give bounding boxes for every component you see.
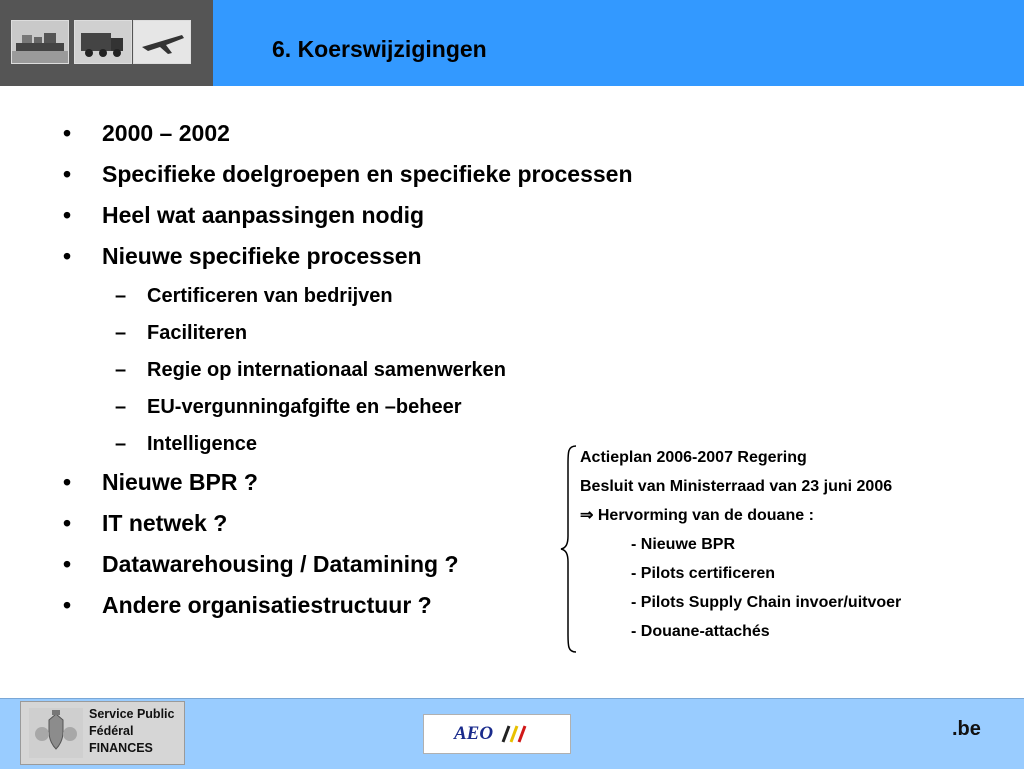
dash-marker: – xyxy=(115,359,127,381)
action-item-text: Douane-attachés xyxy=(640,623,770,640)
bullet-text: Heel wat aanpassingen nodig xyxy=(102,202,425,228)
dash-marker: – xyxy=(115,285,127,307)
bullet-text: Specifieke doelgroepen en specifieke processen xyxy=(102,161,633,187)
action-plan-box xyxy=(580,446,1000,649)
action-line: Actieplan 2006-2007 Regering xyxy=(580,449,807,466)
list-item xyxy=(63,467,623,508)
sub-bullet-text: Certificeren van bedrijven xyxy=(147,285,393,307)
aeo-label xyxy=(454,723,514,745)
sub-bullet-text: Faciliteren xyxy=(147,322,248,344)
airplane-icon xyxy=(133,20,191,64)
ship-icon xyxy=(11,20,69,64)
list-item xyxy=(63,549,623,590)
dash-marker: – xyxy=(115,433,127,455)
bullet-list xyxy=(63,118,633,631)
dash-marker: - xyxy=(631,623,641,640)
slide-title: 6. Koerswijzigingen xyxy=(272,36,487,62)
bullet-marker: • xyxy=(63,202,72,228)
curly-brace-icon xyxy=(559,444,579,654)
dash-marker: - xyxy=(631,536,641,553)
service-public-text xyxy=(89,706,174,757)
sub-list-item xyxy=(63,393,623,430)
bullet-marker: • xyxy=(63,592,72,618)
sub-bullet-text: Regie op internationaal samenwerken xyxy=(147,359,506,381)
dash-marker: – xyxy=(115,322,127,344)
aeo-word: AEO xyxy=(454,723,494,744)
dash-marker: - xyxy=(631,594,641,611)
dash-marker: - xyxy=(631,565,641,582)
bullet-text: Nieuwe BPR ? xyxy=(102,469,258,495)
action-item xyxy=(580,562,1000,591)
action-item-text: Pilots Supply Chain invoer/uitvoer xyxy=(640,594,902,611)
sub-list-item xyxy=(63,282,623,319)
bullet-marker: • xyxy=(63,243,72,269)
list-item xyxy=(63,159,633,200)
action-item xyxy=(580,620,1000,649)
list-item xyxy=(63,241,623,282)
be-logo: .be xyxy=(952,718,981,740)
bullet-text: Datawarehousing / Datamining ? xyxy=(102,551,459,577)
action-line xyxy=(580,504,1000,533)
truck-icon xyxy=(74,20,132,64)
list-item xyxy=(63,590,623,631)
bullet-marker: • xyxy=(63,510,72,536)
service-public-line: FINANCES xyxy=(89,741,153,755)
bullet-text: Andere organisatiestructuur ? xyxy=(102,592,432,618)
action-item-text: Pilots certificeren xyxy=(640,565,776,582)
sub-bullet-text: Intelligence xyxy=(147,433,258,455)
sub-list-item xyxy=(63,319,623,356)
header-photo-strip xyxy=(0,0,213,86)
aeo-logo xyxy=(423,714,571,754)
sub-list-item xyxy=(63,430,623,467)
bullet-text: IT netwek ? xyxy=(102,510,228,536)
aeo-slashes-icon xyxy=(498,723,514,744)
action-item xyxy=(580,591,1000,620)
bullet-marker: • xyxy=(63,551,72,577)
service-public-line: Service Public xyxy=(89,707,175,721)
action-line-text: Hervorming van de douane : xyxy=(597,507,814,524)
coat-of-arms-icon xyxy=(29,708,83,758)
action-item xyxy=(580,533,1000,562)
action-item-text: Nieuwe BPR xyxy=(640,536,736,553)
bullet-text: 2000 – 2002 xyxy=(102,120,230,146)
bullet-marker: • xyxy=(63,161,72,187)
list-item xyxy=(63,508,623,549)
bullet-text: Nieuwe specifieke processen xyxy=(102,243,422,269)
bullet-marker: • xyxy=(63,120,72,146)
sub-bullet-text: EU-vergunningafgifte en –beheer xyxy=(147,396,462,418)
implies-arrow-icon: ⇒ xyxy=(580,507,594,524)
service-public-line: Fédéral xyxy=(89,724,134,738)
list-item xyxy=(63,118,623,159)
list-item xyxy=(63,200,623,241)
bullet-marker: • xyxy=(63,469,72,495)
sub-list-item xyxy=(63,356,623,393)
dash-marker: – xyxy=(115,396,127,418)
service-public-logo xyxy=(20,701,185,765)
action-line: Besluit van Ministerraad van 23 juni 2006 xyxy=(580,478,893,495)
